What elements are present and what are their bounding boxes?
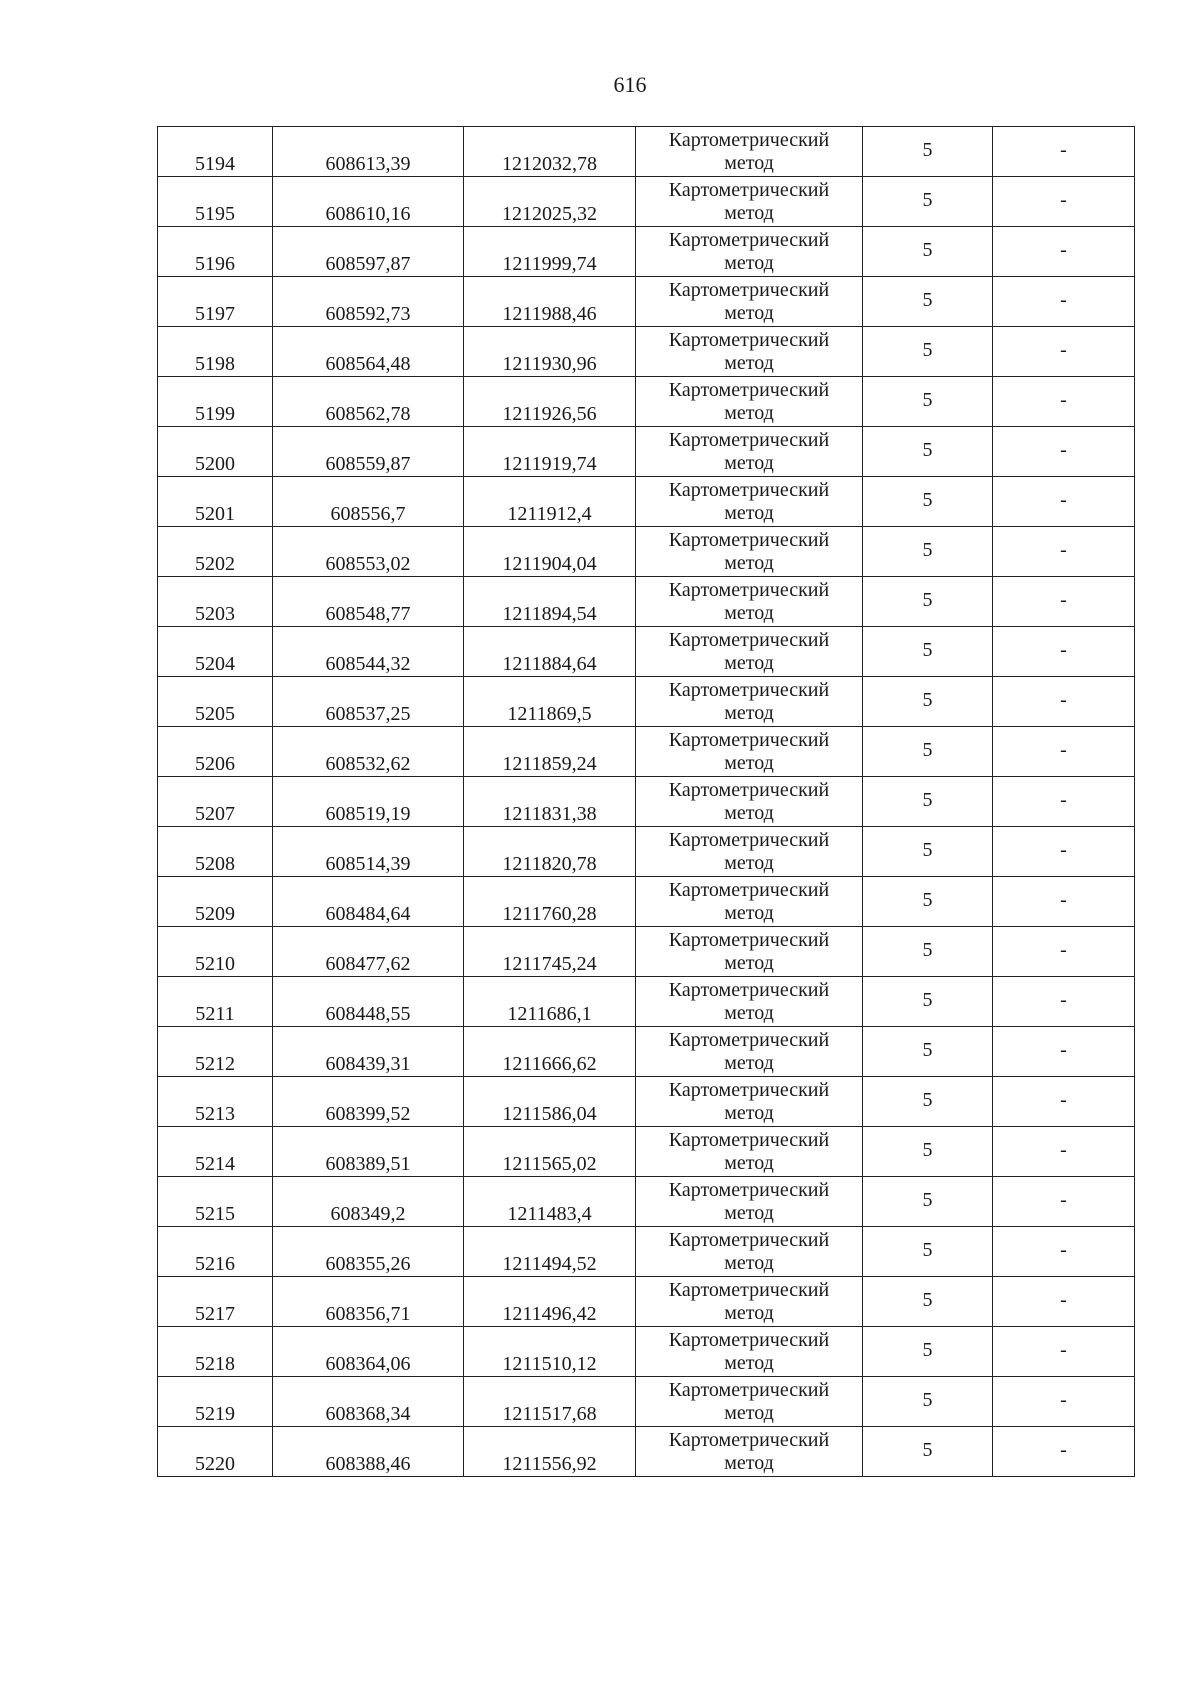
note-cell — [993, 527, 1135, 577]
note-dash: - — [1060, 638, 1067, 661]
table-row — [158, 827, 1135, 877]
y-coordinate-cell: 1211565,02 — [464, 1127, 636, 1177]
note-dash: - — [1060, 388, 1067, 411]
point-number-cell: 5213 — [158, 1077, 273, 1127]
point-number-cell: 5207 — [158, 777, 273, 827]
y-coordinate-cell: 1211496,42 — [464, 1277, 636, 1327]
method-line-1: Картометрический — [668, 1278, 830, 1301]
note-dash: - — [1060, 938, 1067, 961]
method-line-2: метод — [724, 651, 774, 674]
accuracy-cell: 5 — [863, 627, 993, 677]
method-line-1: Картометрический — [668, 1378, 830, 1401]
x-coordinate-cell: 608519,19 — [273, 777, 464, 827]
method-line-1: Картометрический — [668, 1128, 830, 1151]
note-cell — [993, 1377, 1135, 1427]
accuracy-cell: 5 — [863, 927, 993, 977]
table-row — [158, 177, 1135, 227]
table-row — [158, 1077, 1135, 1127]
note-cell — [993, 677, 1135, 727]
x-coordinate-cell: 608544,32 — [273, 627, 464, 677]
point-number-cell: 5195 — [158, 177, 273, 227]
x-coordinate-cell: 608349,2 — [273, 1177, 464, 1227]
x-coordinate-cell: 608537,25 — [273, 677, 464, 727]
note-dash: - — [1060, 1388, 1067, 1411]
y-coordinate-cell: 1211988,46 — [464, 277, 636, 327]
accuracy-cell: 5 — [863, 727, 993, 777]
method-line-2: метод — [724, 801, 774, 824]
method-line-1: Картометрический — [668, 628, 830, 651]
note-cell — [993, 827, 1135, 877]
method-line-2: метод — [724, 1101, 774, 1124]
accuracy-cell: 5 — [863, 1027, 993, 1077]
x-coordinate-cell: 608356,71 — [273, 1277, 464, 1327]
table-row — [158, 1377, 1135, 1427]
note-cell — [993, 1177, 1135, 1227]
x-coordinate-cell: 608477,62 — [273, 927, 464, 977]
point-number-cell: 5209 — [158, 877, 273, 927]
accuracy-cell: 5 — [863, 477, 993, 527]
note-dash: - — [1060, 338, 1067, 361]
method-line-1: Картометрический — [668, 578, 830, 601]
method-cell — [636, 577, 863, 627]
note-dash: - — [1060, 1088, 1067, 1111]
method-cell — [636, 377, 863, 427]
note-dash: - — [1060, 488, 1067, 511]
method-cell — [636, 277, 863, 327]
y-coordinate-cell: 1211831,38 — [464, 777, 636, 827]
y-coordinate-cell: 1211884,64 — [464, 627, 636, 677]
note-cell — [993, 327, 1135, 377]
method-cell — [636, 477, 863, 527]
coordinates-table — [157, 126, 1135, 1477]
note-dash: - — [1060, 1188, 1067, 1211]
accuracy-cell: 5 — [863, 177, 993, 227]
point-number-cell: 5205 — [158, 677, 273, 727]
note-cell — [993, 1027, 1135, 1077]
method-cell — [636, 427, 863, 477]
x-coordinate-cell: 608548,77 — [273, 577, 464, 627]
note-dash: - — [1060, 138, 1067, 161]
method-line-2: метод — [724, 351, 774, 374]
method-line-1: Картометрический — [668, 278, 830, 301]
table-row — [158, 127, 1135, 177]
x-coordinate-cell: 608389,51 — [273, 1127, 464, 1177]
table-row — [158, 277, 1135, 327]
method-cell — [636, 527, 863, 577]
accuracy-cell: 5 — [863, 1077, 993, 1127]
table-row — [158, 977, 1135, 1027]
note-dash: - — [1060, 1238, 1067, 1261]
method-line-1: Картометрический — [668, 1428, 830, 1451]
note-dash: - — [1060, 1138, 1067, 1161]
x-coordinate-cell: 608532,62 — [273, 727, 464, 777]
table-row — [158, 227, 1135, 277]
accuracy-cell: 5 — [863, 577, 993, 627]
table-row — [158, 577, 1135, 627]
x-coordinate-cell: 608564,48 — [273, 327, 464, 377]
point-number-cell: 5211 — [158, 977, 273, 1027]
y-coordinate-cell: 1211745,24 — [464, 927, 636, 977]
method-cell — [636, 1277, 863, 1327]
y-coordinate-cell: 1211904,04 — [464, 527, 636, 577]
note-dash: - — [1060, 838, 1067, 861]
note-cell — [993, 1077, 1135, 1127]
table-row — [158, 1227, 1135, 1277]
note-cell — [993, 127, 1135, 177]
table-row — [158, 677, 1135, 727]
y-coordinate-cell: 1211999,74 — [464, 227, 636, 277]
point-number-cell: 5203 — [158, 577, 273, 627]
accuracy-cell: 5 — [863, 427, 993, 477]
method-cell — [636, 1427, 863, 1477]
accuracy-cell: 5 — [863, 677, 993, 727]
note-dash: - — [1060, 788, 1067, 811]
point-number-cell: 5214 — [158, 1127, 273, 1177]
note-cell — [993, 977, 1135, 1027]
y-coordinate-cell: 1211930,96 — [464, 327, 636, 377]
accuracy-cell: 5 — [863, 1227, 993, 1277]
note-cell — [993, 627, 1135, 677]
y-coordinate-cell: 1211686,1 — [464, 977, 636, 1027]
accuracy-cell: 5 — [863, 127, 993, 177]
method-line-2: метод — [724, 251, 774, 274]
method-line-1: Картометрический — [668, 1228, 830, 1251]
y-coordinate-cell: 1211517,68 — [464, 1377, 636, 1427]
table-row — [158, 777, 1135, 827]
note-dash: - — [1060, 538, 1067, 561]
y-coordinate-cell: 1212025,32 — [464, 177, 636, 227]
method-line-2: метод — [724, 1051, 774, 1074]
method-line-2: метод — [724, 451, 774, 474]
point-number-cell: 5212 — [158, 1027, 273, 1077]
y-coordinate-cell: 1211919,74 — [464, 427, 636, 477]
method-line-1: Картометрический — [668, 1078, 830, 1101]
point-number-cell: 5201 — [158, 477, 273, 527]
method-line-1: Картометрический — [668, 228, 830, 251]
method-line-2: метод — [724, 751, 774, 774]
x-coordinate-cell: 608592,73 — [273, 277, 464, 327]
method-line-1: Картометрический — [668, 528, 830, 551]
method-cell — [636, 327, 863, 377]
accuracy-cell: 5 — [863, 1427, 993, 1477]
method-cell — [636, 1377, 863, 1427]
point-number-cell: 5194 — [158, 127, 273, 177]
page-number: 616 — [613, 72, 647, 97]
note-dash: - — [1060, 1038, 1067, 1061]
y-coordinate-cell: 1211869,5 — [464, 677, 636, 727]
note-cell — [993, 727, 1135, 777]
table-row — [158, 1427, 1135, 1477]
method-cell — [636, 827, 863, 877]
method-line-2: метод — [724, 901, 774, 924]
table-row — [158, 477, 1135, 527]
method-cell — [636, 177, 863, 227]
note-cell — [993, 1127, 1135, 1177]
note-cell — [993, 227, 1135, 277]
x-coordinate-cell: 608553,02 — [273, 527, 464, 577]
accuracy-cell: 5 — [863, 777, 993, 827]
x-coordinate-cell: 608368,34 — [273, 1377, 464, 1427]
accuracy-cell: 5 — [863, 377, 993, 427]
accuracy-cell: 5 — [863, 1327, 993, 1377]
table-row — [158, 1327, 1135, 1377]
method-cell — [636, 127, 863, 177]
method-line-2: метод — [724, 951, 774, 974]
method-line-1: Картометрический — [668, 1178, 830, 1201]
method-line-1: Картометрический — [668, 678, 830, 701]
x-coordinate-cell: 608364,06 — [273, 1327, 464, 1377]
point-number-cell: 5219 — [158, 1377, 273, 1427]
method-cell — [636, 677, 863, 727]
x-coordinate-cell: 608484,64 — [273, 877, 464, 927]
y-coordinate-cell: 1211556,92 — [464, 1427, 636, 1477]
method-line-1: Картометрический — [668, 1328, 830, 1351]
method-line-1: Картометрический — [668, 128, 830, 151]
x-coordinate-cell: 608399,52 — [273, 1077, 464, 1127]
method-line-2: метод — [724, 1251, 774, 1274]
x-coordinate-cell: 608388,46 — [273, 1427, 464, 1477]
method-line-1: Картометрический — [668, 978, 830, 1001]
x-coordinate-cell: 608613,39 — [273, 127, 464, 177]
method-line-1: Картометрический — [668, 728, 830, 751]
accuracy-cell: 5 — [863, 1377, 993, 1427]
note-cell — [993, 1227, 1135, 1277]
point-number-cell: 5197 — [158, 277, 273, 327]
point-number-cell: 5206 — [158, 727, 273, 777]
method-line-1: Картометрический — [668, 328, 830, 351]
method-line-1: Картометрический — [668, 428, 830, 451]
note-cell — [993, 1427, 1135, 1477]
y-coordinate-cell: 1211859,24 — [464, 727, 636, 777]
x-coordinate-cell: 608556,7 — [273, 477, 464, 527]
table-row — [158, 1027, 1135, 1077]
point-number-cell: 5199 — [158, 377, 273, 427]
accuracy-cell: 5 — [863, 1127, 993, 1177]
method-line-2: метод — [724, 701, 774, 724]
method-line-2: метод — [724, 1201, 774, 1224]
y-coordinate-cell: 1211912,4 — [464, 477, 636, 527]
method-line-1: Картометрический — [668, 878, 830, 901]
x-coordinate-cell: 608355,26 — [273, 1227, 464, 1277]
method-cell — [636, 1227, 863, 1277]
x-coordinate-cell: 608514,39 — [273, 827, 464, 877]
y-coordinate-cell: 1212032,78 — [464, 127, 636, 177]
y-coordinate-cell: 1211483,4 — [464, 1177, 636, 1227]
table-row — [158, 877, 1135, 927]
point-number-cell: 5218 — [158, 1327, 273, 1377]
point-number-cell: 5208 — [158, 827, 273, 877]
note-dash: - — [1060, 288, 1067, 311]
note-cell — [993, 1277, 1135, 1327]
note-dash: - — [1060, 588, 1067, 611]
method-line-2: метод — [724, 151, 774, 174]
x-coordinate-cell: 608610,16 — [273, 177, 464, 227]
method-cell — [636, 877, 863, 927]
accuracy-cell: 5 — [863, 877, 993, 927]
table-row — [158, 527, 1135, 577]
method-line-2: метод — [724, 201, 774, 224]
note-dash: - — [1060, 438, 1067, 461]
method-cell — [636, 777, 863, 827]
note-cell — [993, 577, 1135, 627]
y-coordinate-cell: 1211760,28 — [464, 877, 636, 927]
point-number-cell: 5215 — [158, 1177, 273, 1227]
point-number-cell: 5210 — [158, 927, 273, 977]
note-cell — [993, 1327, 1135, 1377]
accuracy-cell: 5 — [863, 1277, 993, 1327]
method-line-2: метод — [724, 1151, 774, 1174]
y-coordinate-cell: 1211820,78 — [464, 827, 636, 877]
point-number-cell: 5204 — [158, 627, 273, 677]
method-line-1: Картометрический — [668, 1028, 830, 1051]
method-line-2: метод — [724, 1401, 774, 1424]
accuracy-cell: 5 — [863, 327, 993, 377]
method-line-2: метод — [724, 1351, 774, 1374]
note-dash: - — [1060, 1338, 1067, 1361]
accuracy-cell: 5 — [863, 1177, 993, 1227]
note-cell — [993, 377, 1135, 427]
method-line-2: метод — [724, 401, 774, 424]
method-line-2: метод — [724, 1001, 774, 1024]
note-dash: - — [1060, 688, 1067, 711]
accuracy-cell: 5 — [863, 277, 993, 327]
method-line-1: Картометрический — [668, 778, 830, 801]
note-cell — [993, 777, 1135, 827]
table-body — [158, 127, 1135, 1477]
point-number-cell: 5200 — [158, 427, 273, 477]
note-cell — [993, 177, 1135, 227]
method-line-2: метод — [724, 551, 774, 574]
x-coordinate-cell: 608448,55 — [273, 977, 464, 1027]
method-line-1: Картометрический — [668, 928, 830, 951]
method-cell — [636, 1177, 863, 1227]
method-cell — [636, 227, 863, 277]
table-row — [158, 427, 1135, 477]
table-row — [158, 377, 1135, 427]
x-coordinate-cell: 608562,78 — [273, 377, 464, 427]
point-number-cell: 5198 — [158, 327, 273, 377]
y-coordinate-cell: 1211494,52 — [464, 1227, 636, 1277]
y-coordinate-cell: 1211894,54 — [464, 577, 636, 627]
point-number-cell: 5217 — [158, 1277, 273, 1327]
method-line-2: метод — [724, 851, 774, 874]
method-line-2: метод — [724, 501, 774, 524]
table-row — [158, 1127, 1135, 1177]
x-coordinate-cell: 608439,31 — [273, 1027, 464, 1077]
method-cell — [636, 727, 863, 777]
y-coordinate-cell: 1211666,62 — [464, 1027, 636, 1077]
note-dash: - — [1060, 1288, 1067, 1311]
y-coordinate-cell: 1211510,12 — [464, 1327, 636, 1377]
method-line-2: метод — [724, 1451, 774, 1474]
point-number-cell: 5216 — [158, 1227, 273, 1277]
note-dash: - — [1060, 1438, 1067, 1461]
note-cell — [993, 877, 1135, 927]
note-cell — [993, 427, 1135, 477]
method-line-2: метод — [724, 301, 774, 324]
note-cell — [993, 477, 1135, 527]
method-cell — [636, 977, 863, 1027]
method-line-1: Картометрический — [668, 828, 830, 851]
table-row — [158, 927, 1135, 977]
y-coordinate-cell: 1211586,04 — [464, 1077, 636, 1127]
x-coordinate-cell: 608597,87 — [273, 227, 464, 277]
x-coordinate-cell: 608559,87 — [273, 427, 464, 477]
note-dash: - — [1060, 738, 1067, 761]
table-row — [158, 1177, 1135, 1227]
method-line-1: Картометрический — [668, 178, 830, 201]
method-cell — [636, 1027, 863, 1077]
table-row — [158, 327, 1135, 377]
point-number-cell: 5196 — [158, 227, 273, 277]
method-cell — [636, 927, 863, 977]
method-line-2: метод — [724, 1301, 774, 1324]
note-dash: - — [1060, 238, 1067, 261]
note-dash: - — [1060, 888, 1067, 911]
point-number-cell: 5202 — [158, 527, 273, 577]
method-line-1: Картометрический — [668, 478, 830, 501]
note-dash: - — [1060, 988, 1067, 1011]
method-line-1: Картометрический — [668, 378, 830, 401]
note-cell — [993, 927, 1135, 977]
note-dash: - — [1060, 188, 1067, 211]
method-line-2: метод — [724, 601, 774, 624]
accuracy-cell: 5 — [863, 977, 993, 1027]
method-cell — [636, 1327, 863, 1377]
method-cell — [636, 1127, 863, 1177]
table-row — [158, 627, 1135, 677]
method-cell — [636, 1077, 863, 1127]
accuracy-cell: 5 — [863, 227, 993, 277]
table-row — [158, 727, 1135, 777]
method-cell — [636, 627, 863, 677]
accuracy-cell: 5 — [863, 527, 993, 577]
table-row — [158, 1277, 1135, 1327]
accuracy-cell: 5 — [863, 827, 993, 877]
y-coordinate-cell: 1211926,56 — [464, 377, 636, 427]
note-cell — [993, 277, 1135, 327]
point-number-cell: 5220 — [158, 1427, 273, 1477]
